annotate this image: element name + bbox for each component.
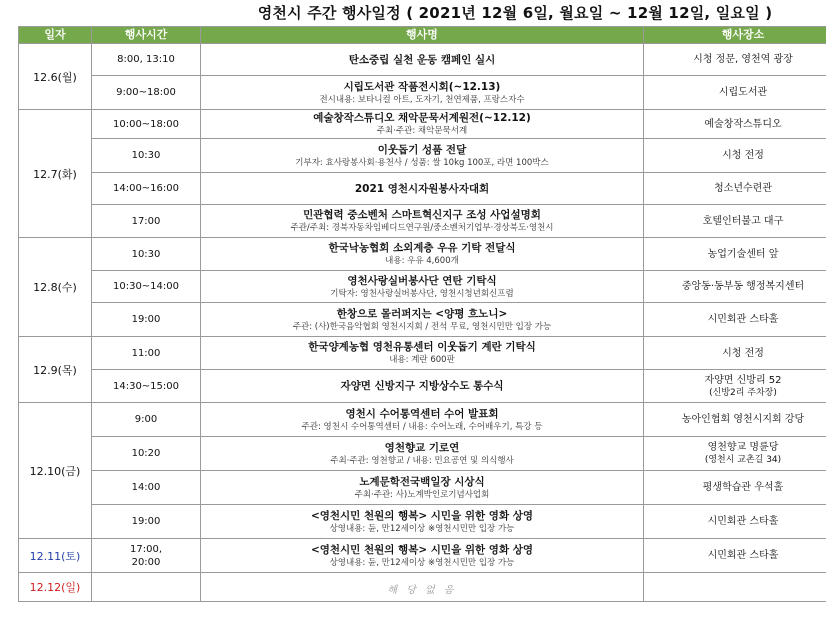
time-cell: 17:00 xyxy=(92,205,201,238)
place-cell: 예술창작스튜디오 xyxy=(644,110,826,139)
time-cell: 10:30~14:00 xyxy=(92,271,201,303)
time-cell: 11:00 xyxy=(92,337,201,370)
time-cell: 8:00, 13:10 xyxy=(92,44,201,76)
place-cell: 호텔인터불고 대구 xyxy=(644,205,826,238)
event-detail: 주관: (사)한국음악협회 영천시지회 / 전석 무료, 영천시민만 입장 가능 xyxy=(292,321,552,332)
place-cell: 시민회관 스타홀 xyxy=(644,303,826,337)
time-cell: 19:00 xyxy=(92,303,201,337)
date-cell: 12.7(화) xyxy=(19,110,92,238)
event-name-cell xyxy=(201,471,644,505)
time-cell: 9:00 xyxy=(92,403,201,437)
table-row xyxy=(19,505,826,539)
event-name-cell xyxy=(201,303,644,337)
event-title: 영천향교 기로연 xyxy=(384,441,460,454)
place-cell: 청소년수련관 xyxy=(644,173,826,205)
event-name-cell xyxy=(201,110,644,139)
event-detail: 상영내용: 듄, 만12세이상 ※영천시민만 입장 가능 xyxy=(329,523,515,534)
event-detail: 상영내용: 듄, 만12세이상 ※영천시민만 입장 가능 xyxy=(329,557,515,568)
schedule-table xyxy=(18,26,826,602)
event-title: 한국양계농협 영천유통센터 이웃돕기 계란 기탁식 xyxy=(308,341,536,353)
event-name-cell xyxy=(201,539,644,573)
table-row xyxy=(19,44,826,76)
time-cell: 14:00 xyxy=(92,471,201,505)
event-name-cell xyxy=(201,238,644,271)
table-row xyxy=(19,437,826,471)
table-row xyxy=(19,471,826,505)
time-cell xyxy=(92,539,201,573)
place-cell: 시립도서관 xyxy=(644,76,826,110)
table-row xyxy=(19,271,826,303)
header-time: 행사시간 xyxy=(92,27,201,44)
table-row xyxy=(19,303,826,337)
place-cell: 평생학습관 우석홀 xyxy=(644,471,826,505)
table-row xyxy=(19,238,826,271)
event-detail: 주관: 영천시 수어통역센터 / 내용: 수어노래, 수어배우기, 특강 등 xyxy=(301,421,543,432)
time-cell xyxy=(92,573,201,602)
time-cell: 19:00 xyxy=(92,505,201,539)
place-cell xyxy=(644,370,826,403)
date-cell: 12.6(월) xyxy=(19,44,92,110)
event-name-cell xyxy=(201,173,644,205)
event-name-cell xyxy=(201,370,644,403)
table-row xyxy=(19,370,826,403)
table-row xyxy=(19,139,826,173)
event-name-cell xyxy=(201,271,644,303)
header-place: 행사장소 xyxy=(644,27,826,44)
table-row xyxy=(19,573,826,602)
table-row xyxy=(19,76,826,110)
event-detail: 주최·주관: 사)노계박인로기념사업회 xyxy=(354,489,490,500)
place-cell: 농아인협회 영천시지회 강당 xyxy=(644,403,826,437)
event-name-cell xyxy=(201,403,644,437)
event-name-cell xyxy=(201,76,644,110)
event-title: 노계문학전국백일장 시상식 xyxy=(359,475,485,488)
table-row xyxy=(19,205,826,238)
event-name-cell xyxy=(201,44,644,76)
place-cell: 중앙동·동부동 행정복지센터 xyxy=(644,271,826,303)
header-date: 일자 xyxy=(19,27,92,44)
event-title: 2021 영천시자원봉사자대회 xyxy=(354,182,490,195)
time-cell: 10:00~18:00 xyxy=(92,110,201,139)
time-line: 17:00, xyxy=(130,543,162,555)
event-title: <영천시민 천원의 행복> 시민을 위한 영화 상영 xyxy=(310,509,534,522)
event-title: 탄소중립 실천 운동 캠페인 실시 xyxy=(348,53,496,66)
event-detail: 주최·주관: 채악문묵서계 xyxy=(376,126,468,136)
date-cell: 12.8(수) xyxy=(19,238,92,337)
page-title: 영천시 주간 행사일정 ( 2021년 12월 6일, 월요일 ~ 12월 12일, 일요일 ) xyxy=(257,4,773,22)
event-name-cell xyxy=(201,573,644,602)
table-row xyxy=(19,110,826,139)
event-title: 영천사랑실버봉사단 연탄 기탁식 xyxy=(347,274,497,287)
time-cell: 14:00~16:00 xyxy=(92,173,201,205)
event-detail: 전시내용: 보타니컬 아트, 도자기, 천연제품, 프랑스자수 xyxy=(319,94,525,105)
header-name: 행사명 xyxy=(201,27,644,44)
place-cell: 시민회관 스타홀 xyxy=(644,539,826,573)
place-main: 자양면 신방리 52 xyxy=(704,374,782,386)
event-name-cell xyxy=(201,505,644,539)
event-name-cell xyxy=(201,139,644,173)
place-cell: 시청 전정 xyxy=(644,139,826,173)
place-cell: 시민회관 스타홀 xyxy=(644,505,826,539)
date-cell: 12.10(금) xyxy=(19,403,92,539)
no-event-text: 해 당 없 음 xyxy=(387,584,457,596)
event-title: 민관협력 중소벤처 스마트혁신지구 조성 사업설명회 xyxy=(303,209,541,221)
place-cell: 시청 전정 xyxy=(644,337,826,370)
event-name-cell xyxy=(201,205,644,238)
event-detail: 주최·주관: 영천향교 / 내용: 민요공연 및 의식행사 xyxy=(330,455,514,466)
table-row xyxy=(19,403,826,437)
event-detail: 기탁자: 영천사랑실버봉사단, 영천시청년회신프렴 xyxy=(330,288,514,299)
event-detail: 기부자: 효사랑봉사회·용천사 / 성품: 쌀 10kg 100포, 라면 100박스 xyxy=(295,157,549,168)
time-cell: 9:00~18:00 xyxy=(92,76,201,110)
table-row xyxy=(19,539,826,573)
event-name-cell xyxy=(201,337,644,370)
event-title: 영천시 수어통역센터 수어 발표회 xyxy=(345,407,499,420)
date-cell: 12.9(목) xyxy=(19,337,92,403)
time-cell: 10:30 xyxy=(92,139,201,173)
place-cell xyxy=(644,573,826,602)
place-cell: 농업기술센터 앞 xyxy=(644,238,826,271)
place-sub: (신방2리 주차장) xyxy=(709,387,777,398)
time-cell: 10:20 xyxy=(92,437,201,471)
event-title: 예술창작스튜디오 채악문묵서계원전(~12.12) xyxy=(313,112,531,124)
place-sub: (영천시 교촌길 34) xyxy=(704,455,782,465)
event-detail: 주관/주최: 경북자동차임베디드연구원/중소벤처기업부·경상북도·영천시 xyxy=(290,223,554,233)
place-cell xyxy=(644,437,826,471)
time-line: 20:00 xyxy=(131,556,161,568)
event-detail: 내용: 계란 600판 xyxy=(389,355,455,365)
event-detail: 내용: 우유 4,600개 xyxy=(385,256,459,266)
date-cell: 12.12(일) xyxy=(19,573,92,602)
event-title: 한창으로 몰러퍼지는 <양평 흐노니> xyxy=(336,307,508,320)
date-cell: 12.11(토) xyxy=(19,539,92,573)
event-title: <영천시민 천원의 행복> 시민을 위한 영화 상영 xyxy=(310,543,534,556)
place-main: 영천향교 명륜당 xyxy=(707,442,779,453)
event-title: 이웃돕기 성품 전달 xyxy=(377,143,467,156)
time-cell: 14:30~15:00 xyxy=(92,370,201,403)
table-row xyxy=(19,337,826,370)
place-cell: 시청 정문, 영천역 광장 xyxy=(644,44,826,76)
event-title: 한국낙농협회 소외계층 우유 기탁 전달식 xyxy=(328,242,516,254)
header-row xyxy=(19,27,826,44)
event-name-cell xyxy=(201,437,644,471)
event-title: 시립도서관 작품전시회(~12.13) xyxy=(343,80,501,93)
time-cell: 10:30 xyxy=(92,238,201,271)
table-row xyxy=(19,173,826,205)
event-title: 자양면 신방지구 지방상수도 통수식 xyxy=(340,380,504,392)
